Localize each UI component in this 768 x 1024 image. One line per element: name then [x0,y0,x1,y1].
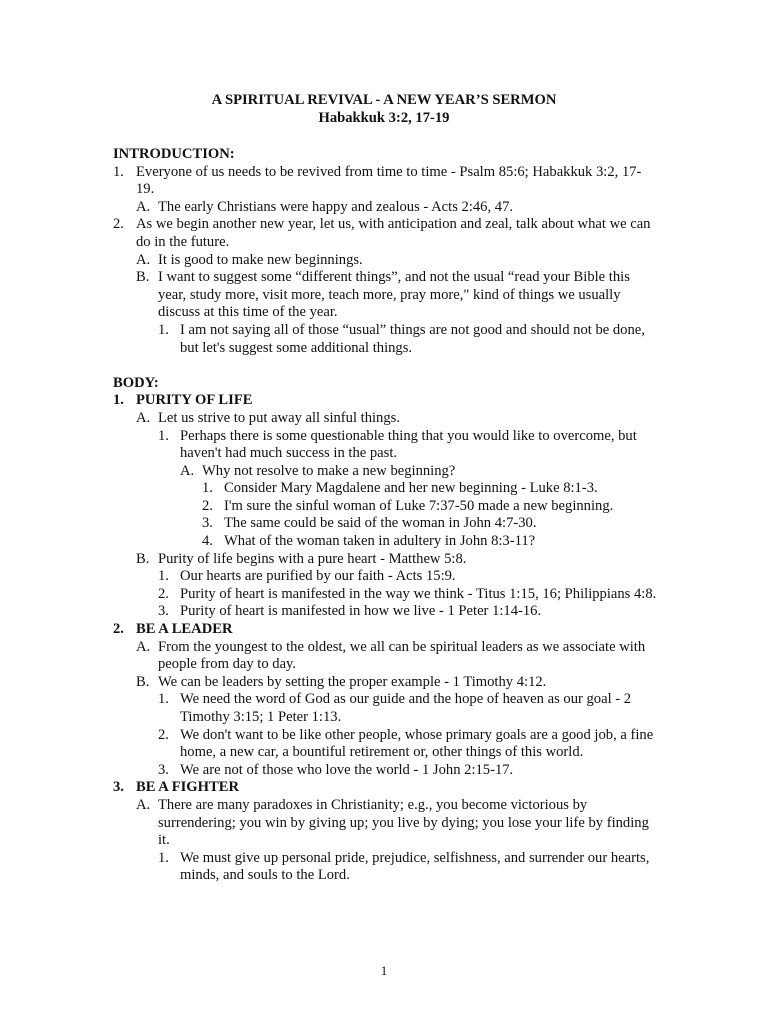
outline-item [158,850,658,885]
item-text: We can be leaders by setting the proper example - 1 Timothy 4:12. [158,673,547,690]
outline-item [136,674,658,692]
item-text: BE A LEADER [136,621,233,638]
outline-item [113,216,658,251]
item-text: There are many paradoxes in Christianity; e.g., you become victorious by surrendering; you win by giving up; you live by dying; you lose your life by finding it. [158,796,649,849]
item-number: A. [180,462,195,479]
item-number: 1. [158,321,169,338]
outline-item [158,691,658,726]
outline-item [113,164,658,199]
outline-item [136,551,658,569]
item-text: From the youngest to the oldest, we all can be spiritual leaders as we associate with people from day to day. [158,638,646,673]
item-number: B. [136,673,150,690]
title-block [0,92,768,127]
outline-item [158,322,658,357]
outline-item [202,498,658,516]
item-number: 1. [158,691,169,708]
item-number: B. [136,269,150,286]
item-text: Purity of heart is manifested in the way we think - Titus 1:15, 16; Philippians 4:8. [180,585,657,602]
item-number: 3. [113,779,124,796]
item-text: As we begin another new year, let us, with anticipation and zeal, talk about what we can do in the future. [136,216,651,250]
item-text: It is good to make new beginnings. [158,251,363,268]
outline-item [158,428,658,463]
item-number: 2. [158,585,169,602]
section-heading [113,621,658,639]
outline-item [158,762,658,780]
section-gap [113,357,658,375]
page-number: 1 [380,963,388,978]
outline-item [158,568,658,586]
item-text: I am not saying all of those “usual” things are not good and should not be done, but let's suggest some additional things. [180,321,645,356]
item-number: B. [136,550,150,567]
body-heading: BODY: [113,374,159,391]
item-text: I want to suggest some “different things”, and not the usual “read your Bible this year, study more, visit more, teach more, pray more," kind of things we usually discuss at this time of the year. [158,269,630,321]
item-text: Let us strive to put away all sinful things. [158,409,400,426]
item-text: We must give up personal pride, prejudice, selfishness, and surrender our hearts, minds, and souls to the Lord. [180,849,650,884]
item-number: 3. [158,761,169,778]
document-subtitle: Habakkuk 3:2, 17-19 [318,109,450,126]
outline-item [202,480,658,498]
outline-item [158,727,658,762]
item-number: 2. [113,621,124,638]
item-text: Our hearts are purified by our faith - Acts 15:9. [180,568,456,585]
item-text: BE A FIGHTER [136,779,239,796]
item-number: 2. [158,726,169,743]
item-text: Why not resolve to make a new beginning? [202,462,456,479]
item-text: Perhaps there is some questionable thing that you would like to overcome, but haven't had much success in the past. [180,427,637,462]
item-text: We need the word of God as our guide and the hope of heaven as our goal - 2 Timothy 3:15; 1 Peter 1:13. [180,691,632,725]
outline-item [202,515,658,533]
item-text: What of the woman taken in adultery in John 8:3-11? [224,533,536,550]
item-text: Purity of heart is manifested in how we live - 1 Peter 1:14-16. [180,603,542,620]
outline-item [158,586,658,604]
outline-item [202,533,658,551]
outline-item [136,199,658,217]
item-number: A. [136,638,151,655]
item-number: 1. [158,568,169,585]
item-number: 1. [113,392,124,409]
item-text: I'm sure the sinful woman of Luke 7:37-50 made a new beginning. [224,497,614,514]
item-number: A. [136,796,151,813]
item-text: Purity of life begins with a pure heart - Matthew 5:8. [158,550,467,567]
outline-item [136,797,658,850]
section-heading [113,392,658,410]
item-number: 1. [202,480,213,497]
outline-item [136,269,658,322]
item-text: Consider Mary Magdalene and her new beginning - Luke 8:1-3. [224,480,598,497]
item-text: We don't want to be like other people, whose primary goals are a good job, a fine home, a new car, a bountiful retirement or, other things of this world. [180,726,654,761]
outline-item [136,410,658,428]
item-number: 3. [202,515,213,532]
outline-item [180,463,658,481]
item-text: The early Christians were happy and zealous - Acts 2:46, 47. [158,198,514,215]
item-text: The same could be said of the woman in John 4:7-30. [224,515,537,532]
section-heading [113,779,658,797]
item-number: A. [136,198,151,215]
outline-item [158,603,658,621]
item-number: 2. [113,216,124,233]
item-number: 1. [113,163,124,180]
outline-item [136,639,658,674]
item-number: A. [136,251,151,268]
item-number: A. [136,409,151,426]
item-text: Everyone of us needs to be revived from time to time - Psalm 85:6; Habakkuk 3:2, 17-19. [136,163,642,198]
document-title: A SPIRITUAL REVIVAL - A NEW YEAR’S SERMON [211,92,557,108]
introduction-heading: INTRODUCTION: [113,146,235,162]
sermon-outline [113,146,658,885]
item-text: PURITY OF LIFE [136,392,253,409]
item-number: 1. [158,427,169,444]
item-number: 1. [158,849,169,866]
item-text: We are not of those who love the world - 1 John 2:15-17. [180,761,514,778]
item-number: 4. [202,533,213,550]
outline-item [136,252,658,270]
item-number: 3. [158,603,169,620]
item-number: 2. [202,497,213,514]
